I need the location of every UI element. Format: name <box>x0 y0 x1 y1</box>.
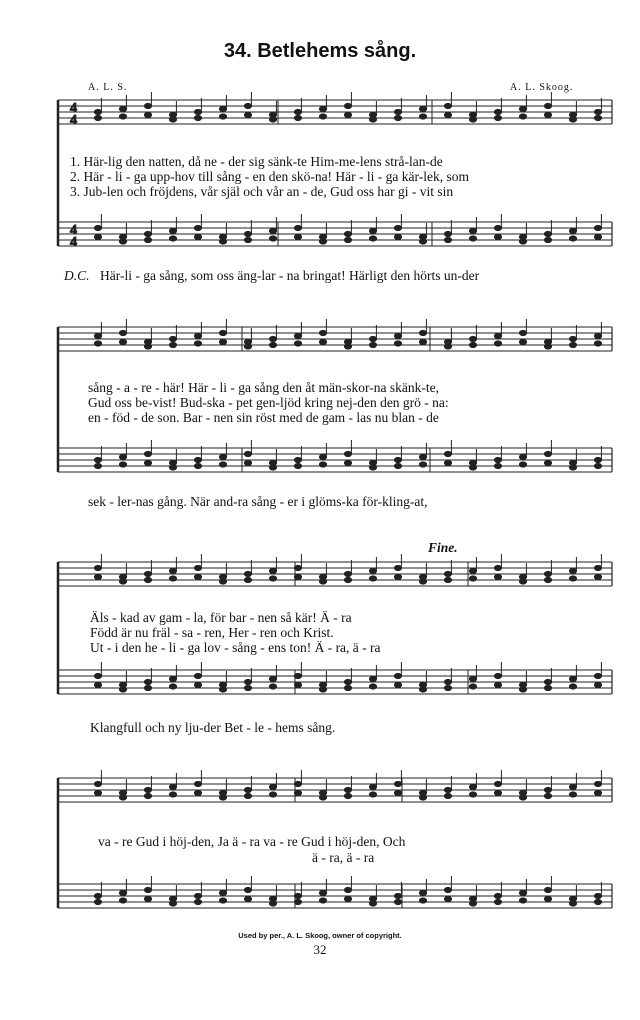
svg-text:4: 4 <box>70 113 77 128</box>
copyright-notice: Used by per., A. L. Skoog, owner of copyright. <box>238 931 402 940</box>
verse-1-line-1: 1. Här-lig den natten, då ne - der sig sänk-te Him-me-lens strå-lan-de <box>70 154 443 169</box>
verse-line-4: va - re Gud i höj-den, Ja ä - ra va - re Gud i höj-den, Och <box>98 834 406 849</box>
verse-line-4-alt: ä - ra, ä - ra <box>312 850 375 865</box>
page-number: 32 <box>313 942 327 957</box>
svg-text:4: 4 <box>70 223 77 238</box>
verse-2-line-1: 2. Här - li - ga upp-hov till sång - en den skö-na! Här - li - ga kär-lek, som <box>70 169 469 184</box>
fine-marking: Fine. <box>428 540 458 555</box>
verse-3-line-3: Ut - i den he - li - ga lov - sång - ens ton! Ä - ra, ä - ra <box>90 640 381 655</box>
bass-lyric-1: Här-li - ga sång, som oss äng-lar - na bringat! Härligt den hörts un-der <box>100 268 480 283</box>
verse-3-line-2: en - föd - de son. Bar - nen sin röst med de gam - las nu blan - de <box>88 410 439 425</box>
verse-2-line-2: Gud oss be-vist! Bud-ska - pet gen-ljöd kring nej-den den grö - na: <box>88 395 449 410</box>
lyricist-credit: A. L. S. <box>88 82 128 93</box>
svg-text:4: 4 <box>70 101 77 116</box>
hymn-title: 34. Betlehems sång. <box>223 40 417 62</box>
svg-text:4: 4 <box>70 235 77 250</box>
verse-1-line-3: Äls - kad av gam - la, för bar - nen så kär! Ä - ra <box>90 610 352 625</box>
bass-lyric-3: Klangfull och ny lju-der Bet - le - hems sång. <box>90 720 336 735</box>
composer-credit: A. L. Skoog. <box>510 82 574 93</box>
verse-3-line-1: 3. Jub-len och fröjdens, vår själ och vår an - de, Gud oss har gi - vit sin <box>70 184 454 199</box>
bass-lyric-2: sek - ler-nas gång. När and-ra sång - er i glöms-ka för-kling-at, <box>88 494 428 509</box>
verse-1-line-2: sång - a - re - här! Här - li - ga sång den åt män-skor-na skänk-te, <box>88 380 439 395</box>
dc-marking: D.C. <box>64 268 90 283</box>
verse-2-line-3: Född är nu fräl - sa - ren, Her - ren och Krist. <box>90 625 334 640</box>
